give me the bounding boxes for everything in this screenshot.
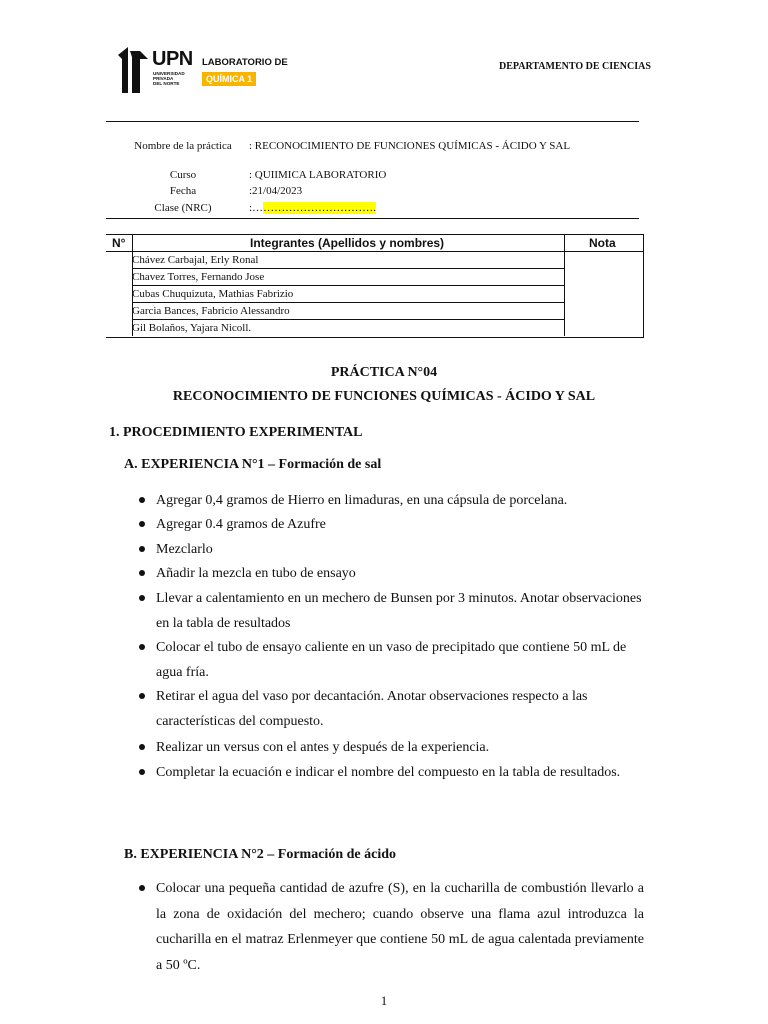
list-item-text: Realizar un versus con el antes y después de la experiencia. [156, 740, 490, 755]
members-table [106, 234, 644, 338]
bullet-icon [139, 744, 145, 750]
column-divider [564, 235, 565, 336]
class-label: Clase (NRC) [154, 202, 212, 214]
member-row-5: Gil Bolaños, Yajara Nicoll. [132, 322, 252, 334]
member-row-3: Cubas Chuquizuta, Mathias Fabrizio [132, 286, 564, 303]
bullet-icon [139, 769, 145, 775]
list-item-text: Mezclarlo [156, 542, 213, 557]
bullet-icon [139, 644, 145, 650]
practice-name-label: Nombre de la práctica [134, 140, 232, 152]
bullet-icon [139, 497, 145, 503]
members-table-header [106, 235, 643, 252]
bullet-icon [139, 595, 145, 601]
bullet-icon [139, 885, 145, 891]
logo-university-text: UNIVERSIDAD PRIVADA DEL NORTE [153, 71, 185, 87]
bullet-icon [139, 693, 145, 699]
experience-a-heading: A. EXPERIENCIA N°1 – Formación de sal [124, 457, 382, 472]
list-item-text: Colocar el tubo de ensayo caliente en un vaso de precipitado que contiene 50 mL de agua fría. [156, 640, 627, 680]
experience-b-heading: B. EXPERIENCIA N°2 – Formación de ácido [124, 847, 396, 862]
bullet-icon [139, 521, 145, 527]
list-item-text: Añadir la mezcla en tubo de ensayo [156, 566, 356, 581]
member-row-4: Garcia Bances, Fabricio Alessandro [132, 303, 564, 320]
bullet-icon [139, 546, 145, 552]
member-row-1: Chávez Carbajal, Erly Ronal [132, 252, 564, 269]
list-item-text: Llevar a calentamiento en un mechero de Bunsen por 3 minutos. Anotar observaciones en la tabla de resultados [156, 591, 642, 631]
class-value-wrapper [249, 202, 376, 215]
course-label: Curso [169, 169, 197, 181]
practice-number-title: PRÁCTICA N°04 [330, 365, 438, 380]
class-value: …………………………. [263, 202, 376, 214]
list-item-text: Colocar una pequeña cantidad de azufre (S), en la cucharilla de combustión llevarlo a la zona de oxidación del mechero; cuando observe una flama azul introduzca la cucharilla en el matraz Erlenmeyer que contiene 50 mL de agua calentada previamente a 50 ºC. [156, 881, 644, 973]
list-item-text: Completar la ecuación e indicar el nombre del compuesto en la tabla de resultados. [156, 765, 621, 780]
date-label: Fecha [169, 185, 197, 197]
list-item-text: Agregar 0,4 gramos de Hierro en limaduras, en una cápsula de porcelana. [156, 493, 568, 508]
page-number: 1 [380, 993, 388, 1008]
list-item-text: Retirar el agua del vaso por decantación. Anotar observaciones respecto a las características del compuesto. [156, 689, 588, 729]
class-value-prefix: :… [249, 202, 264, 214]
header-number: N° [112, 236, 126, 250]
logo-upn-text: UPN [152, 48, 193, 70]
bullet-icon [139, 570, 145, 576]
member-row-2: Chavez Torres, Fernando Jose [132, 269, 564, 286]
header-names: Integrantes (Apellidos y nombres) [250, 236, 445, 250]
upn-arrow-icon [118, 47, 148, 93]
upn-logo [118, 47, 288, 93]
list-item-text: Agregar 0.4 gramos de Azufre [156, 517, 326, 532]
department-title: DEPARTAMENTO DE CIENCIAS [499, 61, 651, 72]
logo-lab-text: LABORATORIO DE [202, 57, 288, 68]
practice-name-value: : RECONOCIMIENTO DE FUNCIONES QUÍMICAS - ÁCIDO Y SAL [249, 140, 571, 152]
date-value: :21/04/2023 [249, 185, 303, 197]
main-title: RECONOCIMIENTO DE FUNCIONES QUÍMICAS - ÁCIDO Y SAL [172, 389, 596, 404]
practice-info-table [106, 121, 639, 219]
section-heading-procedure: 1. PROCEDIMIENTO EXPERIMENTAL [109, 425, 363, 440]
course-value: : QUIIMICA LABORATORIO [249, 169, 387, 181]
logo-quimica-badge: QUÍMICA 1 [202, 72, 256, 86]
header-grade: Nota [589, 236, 616, 250]
